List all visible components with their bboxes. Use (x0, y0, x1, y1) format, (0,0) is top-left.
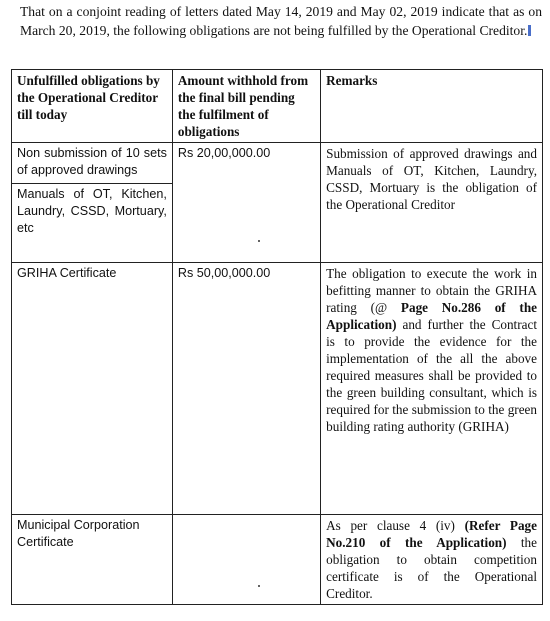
intro-text: That on a conjoint reading of letters dated May 14, 2019 and May 02, 2019 indicate that as on March 20, 2019, the following obligations are not being fulfilled by the Operational Creditor. (20, 4, 542, 38)
header-amount: Amount withhold from the final bill pending the fulfilment of obligations (172, 70, 320, 143)
table-row (12, 143, 543, 263)
intro-paragraph (20, 2, 542, 40)
remarks-cell: Submission of approved drawings and Manuals of OT, Kitchen, Laundry, CSSD, Mortuary is the obligation of the Operational Creditor (321, 143, 543, 263)
table-header-row (12, 70, 543, 143)
remarks-reference: Page No.286 of the Application) (326, 300, 538, 332)
remarks-text: and further the Contract is to provide the evidence for the implementation of the all the above required measures shall be provided to the green building consultant, which is required for the submission to the green building rating authority (GRIHA) (326, 317, 537, 434)
scan-speck (258, 240, 260, 242)
amount-cell: Rs 50,00,000.00 (172, 263, 320, 515)
remarks-text: the obligation to obtain competition certificate is of the Operational Creditor. (326, 535, 537, 601)
table-row (12, 263, 543, 515)
obligation-cell: Municipal Corporation Certificate (12, 515, 173, 605)
header-obligations: Unfulfilled obligations by the Operational Creditor till today (12, 70, 173, 143)
scan-speck (258, 585, 260, 587)
text-cursor-icon (528, 25, 531, 36)
obligation-cell: GRIHA Certificate (12, 263, 173, 515)
header-remarks: Remarks (321, 70, 543, 143)
amount-cell (172, 515, 320, 605)
remarks-cell (321, 515, 543, 605)
obligation-text: Non submission of 10 sets of approved drawings (17, 146, 167, 177)
table-row (12, 515, 543, 605)
remarks-cell (321, 263, 543, 515)
remarks-text: As per clause 4 (iv) (326, 518, 465, 533)
remarks-reference: (Refer Page No.210 of the Application) (326, 518, 537, 550)
remarks-text: The obligation to execute the work in befitting manner to obtain the GRIHA rating (@ (326, 266, 537, 315)
obligation-cell (12, 143, 173, 263)
obligation-subtext: Manuals of OT, Kitchen, Laundry, CSSD, Mortuary, etc (12, 183, 172, 237)
obligations-table (11, 69, 543, 605)
amount-cell: Rs 20,00,000.00 (172, 143, 320, 263)
